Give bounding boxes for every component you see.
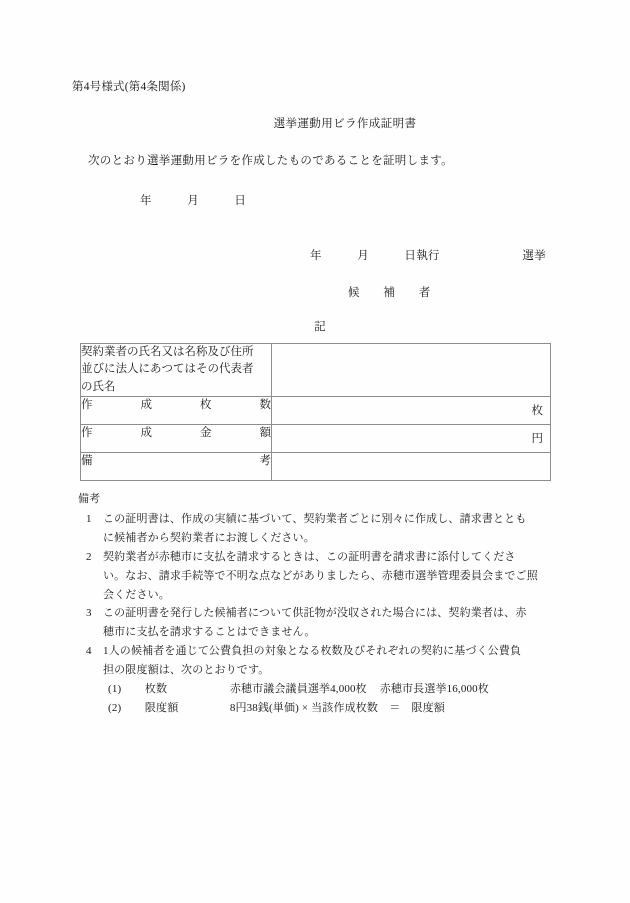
note-number: 3: [86, 607, 92, 620]
election-date-line: 年 月 日執行 選挙: [310, 250, 546, 262]
note-body: 1人の候補者を通じて公費負担の対象となる枚数及びそれぞれの契約に基づく公費負 担の限度額は、次のとおりです。: [103, 645, 522, 677]
created-sheets-label: 作 成 枚 数: [81, 396, 272, 424]
unit-sheets: 枚: [531, 404, 543, 417]
table-row: [81, 452, 551, 480]
note-number: 1: [86, 512, 92, 525]
notes-heading: 備考: [78, 493, 101, 505]
table-row: [81, 424, 551, 452]
remarks-value[interactable]: [272, 452, 551, 480]
note-body: この証明書を発行した候補者について供託物が没収された場合には、契約業者は、赤 穂市に支払を請求することはできません。: [103, 607, 527, 639]
created-amount-label: 作 成 金 額: [81, 424, 272, 452]
created-amount-value[interactable]: [272, 424, 551, 452]
note-number: 4: [86, 645, 92, 658]
sub-item-value-assembly: 赤穂市議会議員選挙4,000枚: [229, 683, 367, 696]
note-item: [78, 604, 558, 642]
note-body: 契約業者が赤穂市に支払を請求するときは、この証明書を請求書に添付してくださ い。なお、請求手続等で不明な点などがありましたら、赤穂市選挙管理委員会までご照 会ください。: [103, 550, 538, 601]
sub-item-number: (2): [108, 701, 122, 714]
note-sub-list: [78, 680, 558, 718]
note-body: この証明書は、作成の実績に基づいて、契約業者ごとに別々に作成し、請求書ととも に候補者から契約業者にお渡しください。: [103, 512, 527, 544]
page-title: 選挙運動用ビラ作成証明書: [273, 118, 417, 130]
notes-section: [78, 490, 558, 718]
note-item: [78, 548, 558, 605]
issue-date-blank: 年 月 日: [140, 195, 247, 207]
form-number: 第4号様式(第4条関係): [72, 81, 186, 93]
contractor-name-label: 契約業者の氏名又は名称及び住所 並びに法人にあつてはその代表者 の氏名: [81, 344, 272, 397]
ki-mark: 記: [314, 321, 326, 333]
sub-item-value-formula: 8円38銭(単価) × 当該作成枚数 ＝ 限度額: [229, 701, 445, 714]
sub-item: [108, 680, 558, 699]
candidate-name-line: 候 補 者: [348, 287, 431, 299]
note-number: 2: [86, 550, 92, 563]
sub-item-value-mayor: 赤穂市長選挙16,000枚: [379, 683, 489, 696]
contractor-name-value[interactable]: [272, 344, 551, 397]
table-row: [81, 344, 551, 397]
sub-item: [108, 699, 558, 718]
certificate-table: [80, 343, 551, 481]
sub-item-number: (1): [108, 683, 122, 696]
sub-item-label: 限度額: [144, 701, 179, 714]
sub-item-label: 枚数: [144, 683, 168, 696]
unit-yen: 円: [531, 432, 543, 445]
note-item: [78, 510, 558, 548]
remarks-label: 備 考: [81, 452, 272, 480]
created-sheets-value[interactable]: [272, 396, 551, 424]
lead-sentence: 次のとおり選挙運動用ビラを作成したものであることを証明します。: [88, 155, 453, 167]
table-row: [81, 396, 551, 424]
note-item: [78, 642, 558, 680]
